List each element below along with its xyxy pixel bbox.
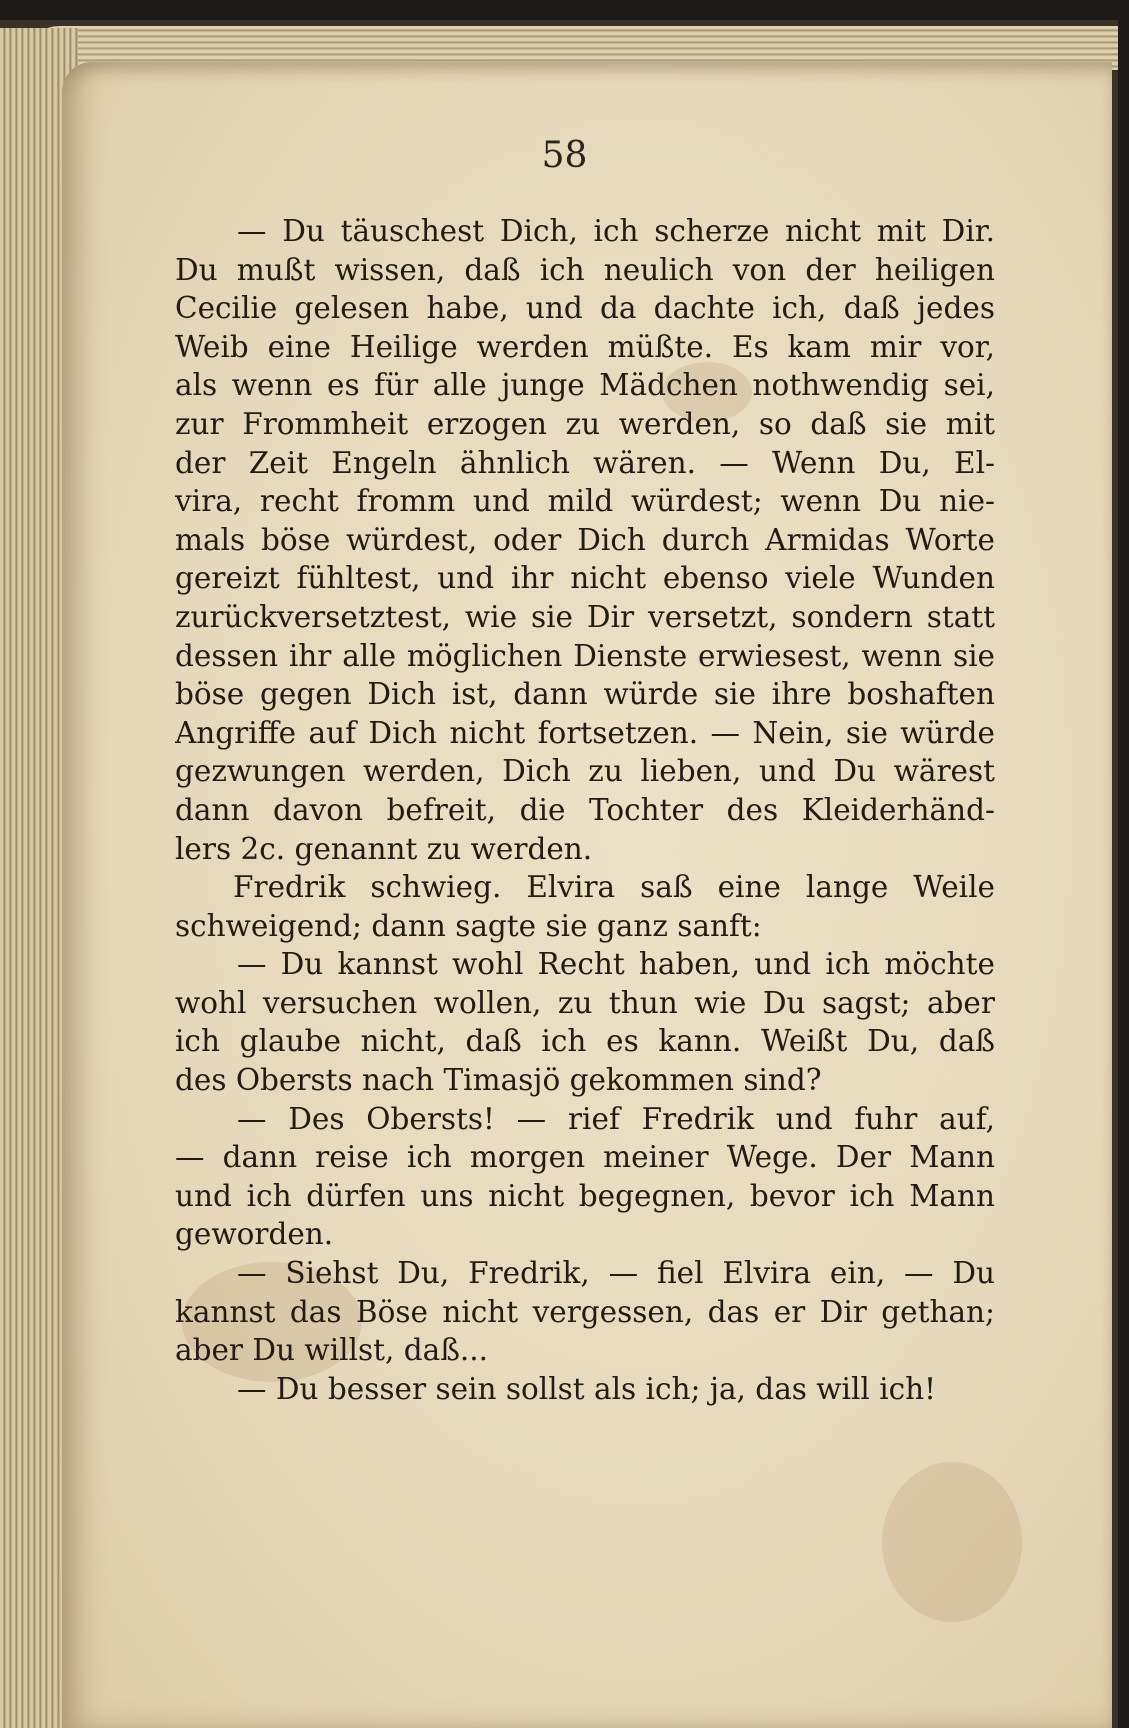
text-line: — Siehst Du, Fredrik, — fiel Elvira ein, — Du: [237, 1256, 995, 1291]
text-line: — Du täuschest Dich, ich scherze nicht mit Dir.: [237, 214, 995, 248]
text-line: Du mußt wissen, daß ich neulich von der heiligen: [175, 252, 995, 287]
text-line: Weib eine Heilige werden müßte. Es kam mir vor,: [175, 329, 995, 364]
text-line: vira, recht fromm und mild würdest; wenn Du nie-: [175, 484, 995, 519]
text-line: dessen ihr alle möglichen Dienste erwiesest, wenn sie: [175, 638, 995, 673]
text-line: gereizt fühltest, und ihr nicht ebenso viele Wunden: [175, 561, 995, 596]
body-text: [175, 212, 995, 1408]
text-line: der Zeit Engeln ähnlich wären. — Wenn Du, El-: [175, 445, 995, 480]
text-line: — Du besser sein sollst als ich; ja, das will ich!: [237, 1371, 937, 1406]
text-line: zur Frommheit erzogen zu werden, so daß sie mit: [175, 406, 995, 441]
text-line: dann davon befreit, die Tochter des Kleiderhänd-: [175, 792, 995, 827]
text-line: des Obersts nach Timasjö gekommen sind?: [175, 1063, 822, 1098]
text-line: mals böse würdest, oder Dich durch Armidas Worte: [175, 522, 995, 557]
text-line: — Des Obersts! — rief Fredrik und fuhr auf,: [237, 1101, 995, 1136]
text-line: schweigend; dann sagte sie ganz sanft:: [175, 908, 762, 943]
text-line: aber Du willst, daß...: [175, 1333, 489, 1368]
text-line: böse gegen Dich ist, dann würde sie ihre boshaften: [175, 677, 995, 712]
paper-stain: [882, 1462, 1022, 1622]
text-line: ich glaube nicht, daß ich es kann. Weißt Du, daß: [175, 1024, 995, 1059]
text-line: wohl versuchen wollen, zu thun wie Du sagst; aber: [175, 985, 995, 1020]
text-line: Fredrik schwieg. Elvira saß eine lange Weile: [233, 870, 995, 905]
text-line: kannst das Böse nicht vergessen, das er Dir gethan;: [175, 1294, 995, 1329]
text-line: zurückversetztest, wie sie Dir versetzt, sondern statt: [175, 599, 995, 634]
page-number: 58: [541, 135, 588, 176]
text-line: geworden.: [175, 1217, 334, 1252]
text-line: lers 2c. genannt zu werden.: [175, 831, 593, 866]
text-line: als wenn es für alle junge Mädchen nothwendig sei,: [175, 368, 995, 403]
text-line: und ich dürfen uns nicht begegnen, bevor ich Mann: [175, 1178, 995, 1213]
text-line: Angriffe auf Dich nicht fortsetzen. — Nein, sie würde: [175, 715, 995, 750]
text-line: — Du kannst wohl Recht haben, und ich möchte: [237, 947, 995, 982]
text-line: Cecilie gelesen habe, und da dachte ich, daß jedes: [175, 291, 995, 326]
text-line: gezwungen werden, Dich zu lieben, und Du wärest: [175, 754, 995, 789]
text-line: — dann reise ich morgen meiner Wege. Der Mann: [175, 1140, 995, 1175]
